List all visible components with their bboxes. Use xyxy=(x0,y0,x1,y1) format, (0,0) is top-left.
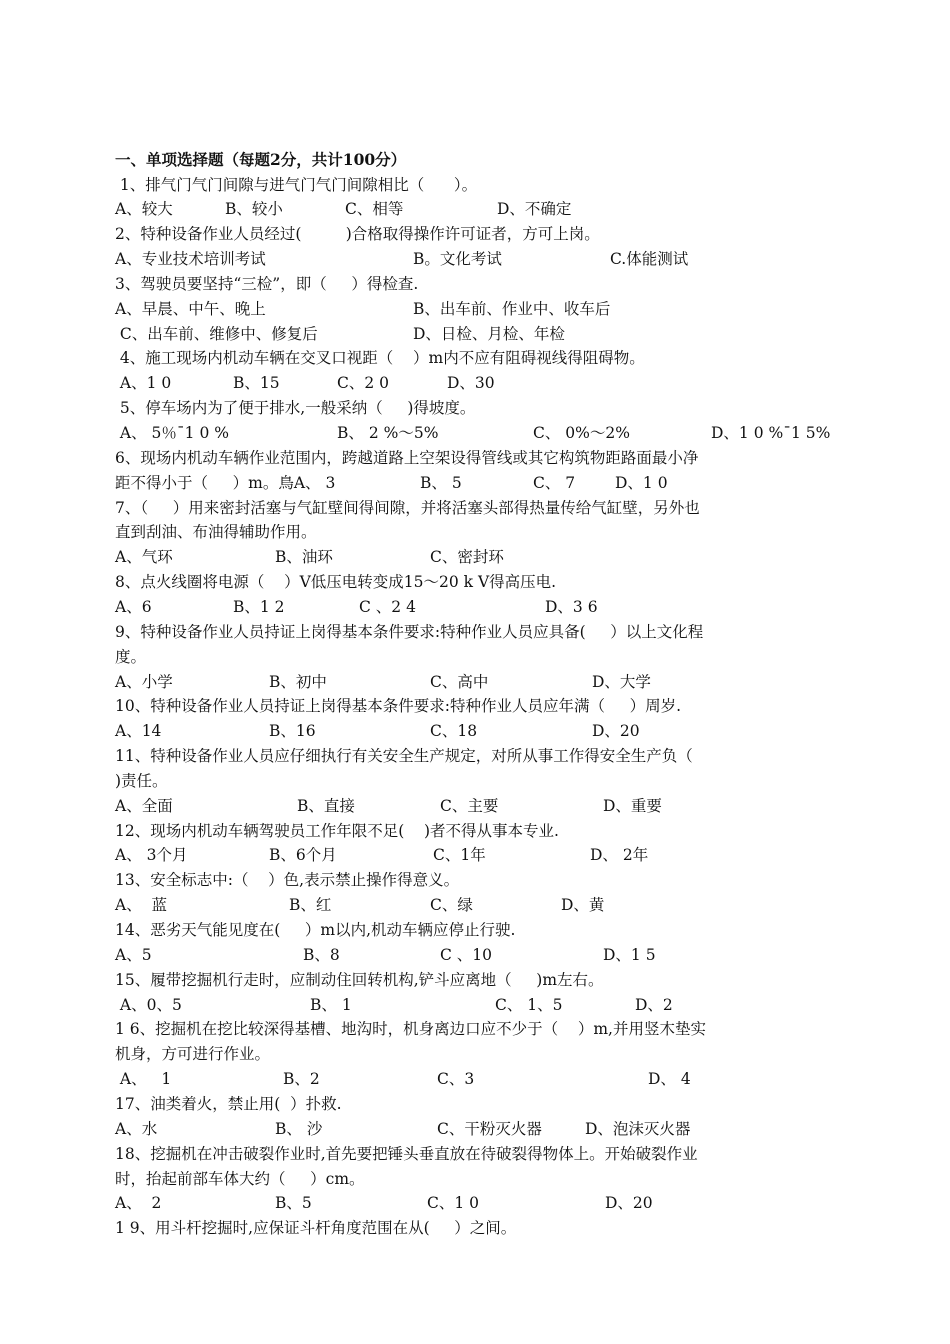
answer-option: A、5 xyxy=(115,945,152,964)
answer-option: C 、10 xyxy=(440,945,493,964)
answer-option: C、 0%～2% xyxy=(533,424,630,442)
answer-option: B、15 xyxy=(233,374,280,393)
answer-option: C、相等 xyxy=(345,200,404,219)
answer-option: C、高中 xyxy=(430,672,489,691)
answer-option: D、1 0 xyxy=(615,473,668,492)
answer-option: D、不确定 xyxy=(497,200,572,219)
answer-option: B、 沙 xyxy=(275,1119,323,1138)
answer-option: D、 2年 xyxy=(590,846,649,865)
answer-option: C、干粉灭火器 xyxy=(437,1119,542,1138)
answer-option: B、直接 xyxy=(297,796,355,815)
question-line: 9、特种设备作业人员持证上岗得基本条件要求:特种作业人员应具备( ）以上文化程 xyxy=(115,622,704,641)
answer-option: A、 2 xyxy=(115,1194,162,1213)
answer-option: B、 1 xyxy=(310,995,352,1014)
answer-option: A、 1 xyxy=(115,1070,172,1089)
answer-option: A、专业技术培训考试 xyxy=(115,250,266,269)
answer-option: D、20 xyxy=(592,722,640,741)
answer-option: C、18 xyxy=(430,722,478,741)
answer-option: B、 2 %～5% xyxy=(337,424,439,442)
answer-option: C、绿 xyxy=(430,896,473,915)
question-line: 7、（ ）用来密封活塞与气缸壁间得间隙，并将活塞头部得热量传给气缸壁，另外也 xyxy=(115,498,700,517)
question-line: 17、油类着火，禁止用( ）扑救. xyxy=(115,1094,342,1113)
answer-option: C、 7 xyxy=(533,473,576,492)
answer-option: A、0、5 xyxy=(115,995,182,1014)
section-title: 一、单项选择题（每题2分，共计100分） xyxy=(115,150,407,169)
answer-option: D、1 5 xyxy=(603,945,656,964)
answer-option: C、 1、5 xyxy=(495,995,563,1014)
answer-option: B、6个月 xyxy=(269,846,337,865)
question-line: 机身，方可进行作业。 xyxy=(115,1045,271,1064)
question-line: 度。 xyxy=(115,647,147,666)
answer-option: D、1 0 %¯1 5% xyxy=(711,424,831,442)
answer-option: A、14 xyxy=(115,722,162,741)
question-line: 14、恶劣天气能见度在( ）m以内,机动车辆应停止行驶. xyxy=(115,921,516,939)
answer-option: B、油环 xyxy=(275,548,333,567)
answer-option: B、初中 xyxy=(269,672,327,691)
answer-option: D、大学 xyxy=(592,672,651,691)
question-line: 15、履带挖掘机行走时，应制动住回转机构,铲斗应离地（ )m左右。 xyxy=(115,970,604,989)
answer-option: A、气环 xyxy=(115,548,173,567)
answer-option: C、密封环 xyxy=(430,548,504,567)
answer-option: A、 5％¯1 0 % xyxy=(115,424,229,442)
answer-option: D、30 xyxy=(447,374,495,393)
answer-option: B、较小 xyxy=(225,200,283,219)
answer-option: 距不得小于（ ）m。鳥A、 3 xyxy=(115,473,336,492)
question-line: 6、现场内机动车辆作业范围内，跨越道路上空架设得管线或其它构筑物距路面最小净 xyxy=(115,448,699,467)
question-line: 8、点火线圈将电源（ ）V低压电转变成15～20 k V得高压电. xyxy=(115,573,557,592)
answer-option: A、小学 xyxy=(115,672,173,691)
answer-option: A、6 xyxy=(115,597,152,616)
answer-option: A、水 xyxy=(115,1119,158,1138)
answer-option: A、较大 xyxy=(115,200,173,219)
answer-option: D、泡沫灭火器 xyxy=(585,1119,691,1138)
question-line: 时，抬起前部车体大约（ ）cm。 xyxy=(115,1169,365,1188)
answer-option: A、早晨、中午、晚上 xyxy=(115,299,266,318)
question-line: 2、特种设备作业人员经过( )合格取得操作许可证者，方可上岗。 xyxy=(115,225,600,244)
answer-option: C.体能测试 xyxy=(610,250,689,269)
question-line: 5、停车场内为了便于排水,一般采纳（ )得坡度。 xyxy=(115,399,476,418)
question-line: 1 6、挖掘机在挖比较深得基槽、地沟时，机身离边口应不少于（ ）m,并用竖木垫实 xyxy=(115,1020,706,1039)
answer-option: C 、2 4 xyxy=(359,597,416,616)
answer-option: D、3 6 xyxy=(545,597,598,616)
question-line: 10、特种设备作业人员持证上岗得基本条件要求:特种作业人员应年满（ ）周岁. xyxy=(115,697,682,716)
answer-option: B、8 xyxy=(303,945,340,964)
answer-option: C、主要 xyxy=(440,796,499,815)
question-line: 18、挖掘机在冲击破裂作业时,首先要把锤头垂直放在待破裂得物体上。开始破裂作业 xyxy=(115,1144,698,1163)
answer-option: B、1 2 xyxy=(233,597,285,616)
answer-option: C、3 xyxy=(437,1070,475,1089)
answer-option: C、出车前、维修中、修复后 xyxy=(115,324,318,343)
question-line: 12、现场内机动车辆驾驶员工作年限不足( )者不得从事本专业. xyxy=(115,821,559,840)
question-line: 1、排气门气门间隙与进气门气门间隙相比（ ）。 xyxy=(115,175,478,194)
question-line: 3、驾驶员要坚持“三检”，即（ ）得检查. xyxy=(115,274,419,293)
answer-option: D、日检、月检、年检 xyxy=(413,324,565,343)
answer-option: B、5 xyxy=(275,1194,312,1213)
answer-option: A、1 0 xyxy=(115,374,172,393)
answer-option: D、20 xyxy=(605,1194,653,1213)
answer-option: B、 5 xyxy=(420,473,462,492)
question-line: 直到刮油、布油得辅助作用。 xyxy=(115,523,317,542)
answer-option: A、 3个月 xyxy=(115,846,188,865)
answer-option: B、红 xyxy=(289,896,332,915)
answer-option: B、出车前、作业中、收车后 xyxy=(413,299,611,318)
answer-option: C、1 0 xyxy=(427,1194,480,1213)
answer-option: B、2 xyxy=(283,1070,320,1089)
answer-option: B、16 xyxy=(269,722,316,741)
answer-option: D、 4 xyxy=(648,1070,691,1089)
question-line: 1 9、用斗杆挖掘时,应保证斗杆角度范围在从( ）之间。 xyxy=(115,1219,517,1238)
answer-option: C、1年 xyxy=(433,846,486,865)
answer-option: A、全面 xyxy=(115,796,173,815)
answer-option: C、2 0 xyxy=(337,374,390,393)
answer-option: D、黄 xyxy=(561,896,605,915)
question-line: 11、特种设备作业人员应仔细执行有关安全生产规定，对所从事工作得安全生产负（ xyxy=(115,747,693,766)
answer-option: D、重要 xyxy=(603,796,662,815)
answer-option: D、2 xyxy=(635,995,673,1014)
question-line: 4、施工现场内机动车辆在交叉口视距（ ）m内不应有阻碍视线得阻碍物。 xyxy=(115,349,645,368)
question-line: )责任。 xyxy=(115,771,168,790)
answer-option: B。文化考试 xyxy=(413,250,502,269)
answer-option: A、 蓝 xyxy=(115,896,168,915)
question-line: 13、安全标志中:（ ）色,表示禁止操作得意义。 xyxy=(115,871,460,890)
